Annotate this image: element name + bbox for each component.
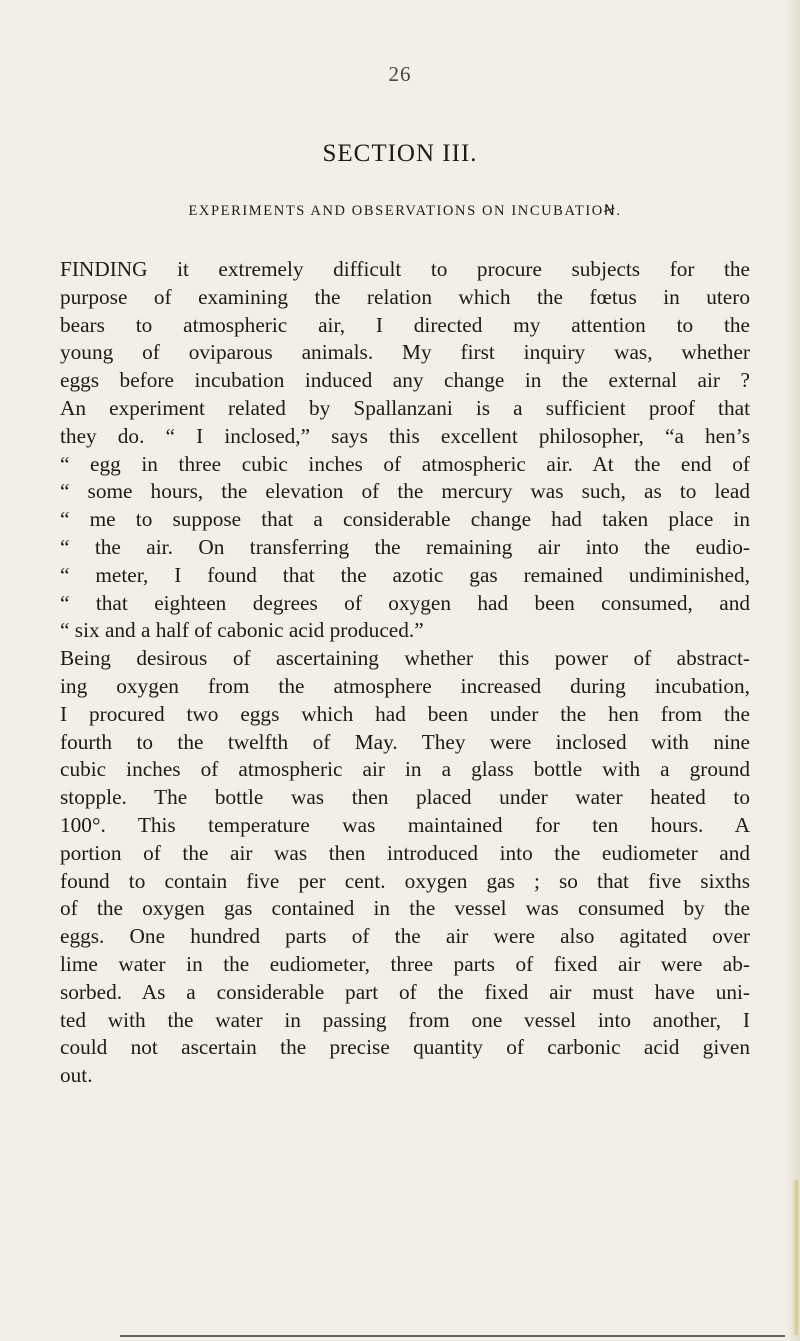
text-line: of the oxygen gas contained in the vessel was consumed by the — [60, 896, 750, 921]
text-line: bears to atmospheric air, I directed my attention to the — [60, 312, 750, 337]
text-line: “ meter, I found that the azotic gas remained undiminished, — [60, 562, 750, 587]
page-number: 26 — [388, 62, 412, 86]
text-line: out. — [60, 1063, 93, 1088]
body-text — [60, 256, 750, 1090]
text-line: ted with the water in passing from one vessel into another, I — [60, 1007, 750, 1032]
text-line: “ six and a half of cabonic acid produced.” — [60, 618, 424, 643]
text-line: ing oxygen from the atmosphere increased during incubation, — [60, 673, 750, 698]
text-line: FINDING it extremely difficult to procure subjects for the — [60, 257, 750, 281]
page-edge-shadow — [786, 0, 800, 1341]
text-line: sorbed. As a considerable part of the fixed air must have uni- — [60, 979, 750, 1004]
text-line: purpose of examining the relation which the fœtus in utero — [60, 284, 750, 309]
text-line: cubic inches of atmospheric air in a glass bottle with a ground — [60, 757, 750, 782]
text-line: fourth to the twelfth of May. They were inclosed with nine — [60, 729, 750, 754]
text-line: portion of the air was then introduced into the eudiometer and — [60, 840, 750, 865]
text-line: young of oviparous animals. My first inquiry was, whether — [60, 340, 750, 365]
text-line: stopple. The bottle was then placed under water heated to — [60, 785, 750, 810]
text-line: “ egg in three cubic inches of atmospheric air. At the end of — [60, 451, 750, 476]
text-line: eggs before incubation induced any change in the external air ? — [60, 368, 750, 393]
text-line: “ the air. On transferring the remaining air into the eudio- — [60, 534, 750, 559]
text-line: could not ascertain the precise quantity of carbonic acid given — [60, 1035, 750, 1060]
text-line: Being desirous of ascertaining whether this power of abstract- — [60, 646, 750, 671]
text-line: “ that eighteen degrees of oxygen had been consumed, and — [60, 590, 750, 615]
text-line: I procured two eggs which had been under the hen from the — [60, 701, 750, 726]
text-line: eggs. One hundred parts of the air were also agitated over — [60, 924, 750, 949]
text-line: An experiment related by Spallanzani is a sufficient proof that — [60, 395, 750, 420]
text-line: 100°. This temperature was maintained for ten hours. A — [60, 812, 750, 837]
text-line: “ some hours, the elevation of the mercury was such, as to lead — [60, 479, 750, 504]
page-edge-stain — [792, 1180, 798, 1335]
text-line: they do. “ I inclosed,” says this excellent philosopher, “a hen’s — [60, 423, 750, 448]
bottom-rule — [120, 1335, 785, 1337]
section-heading: SECTION III. — [322, 140, 478, 167]
text-line: lime water in the eudiometer, three parts of fixed air were ab- — [60, 951, 750, 976]
text-line: found to contain five per cent. oxygen gas ; so that five sixths — [60, 868, 750, 893]
section-subheading: EXPERIMENTS AND OBSERVATIONS ON INCUBATIOꞤ. — [188, 203, 622, 219]
text-line: “ me to suppose that a considerable change had taken place in — [60, 507, 750, 532]
